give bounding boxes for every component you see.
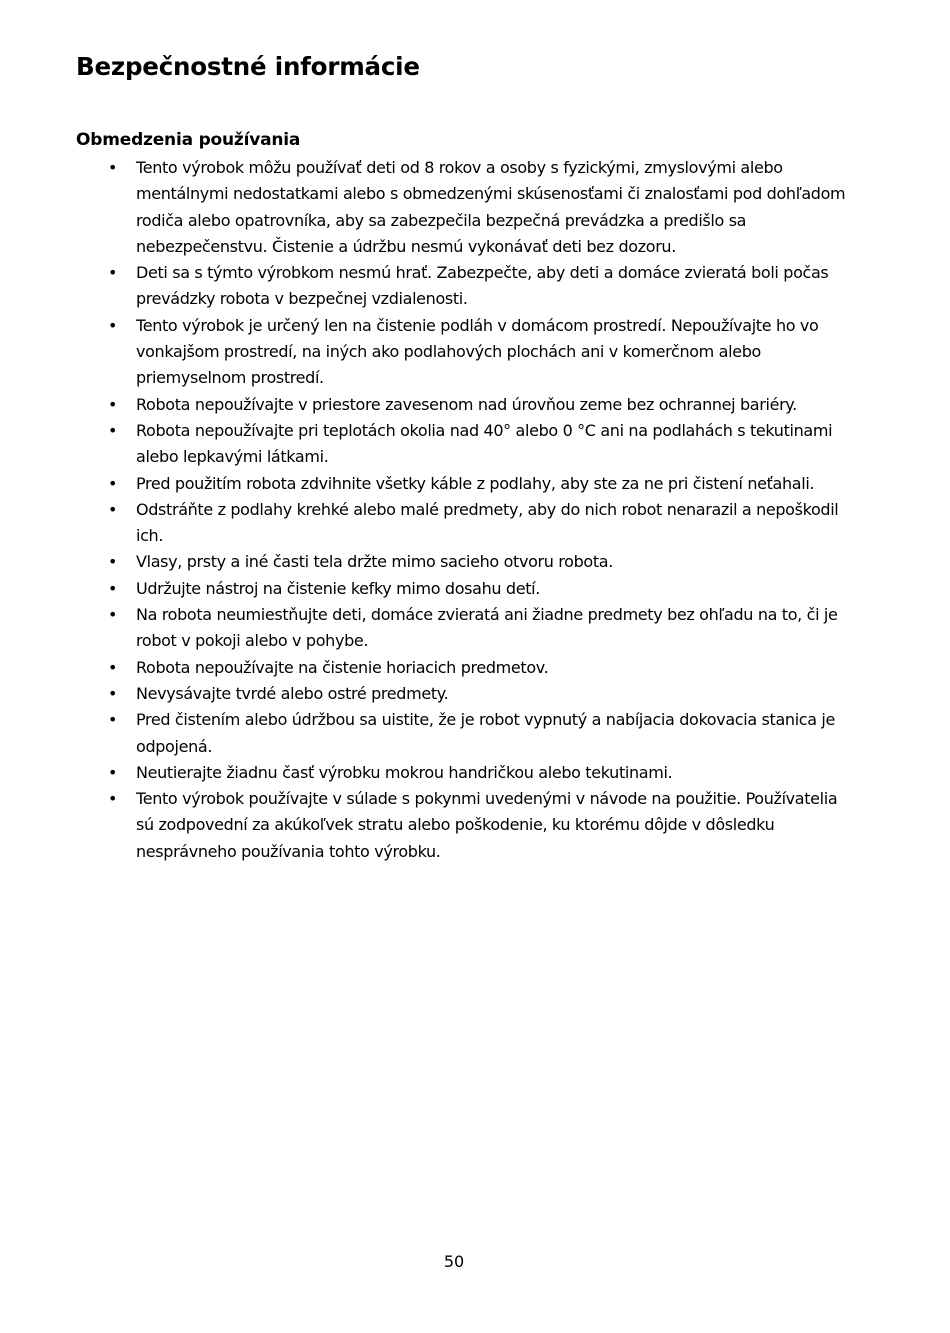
bullet-icon: • (108, 789, 118, 809)
list-item-text: Tento výrobok používajte v súlade s pokynmi uvedenými v návode na použitie. Používatelia sú zodpovední za akúkoľvek stratu alebo poškodenie, ku ktorému dôjde v dôsledku nesprávneho používania tohto výrobku. (136, 789, 838, 861)
bullet-icon: • (108, 315, 118, 335)
list-item-text: Deti sa s týmto výrobkom nesmú hrať. Zabezpečte, aby deti a domáce zvieratá boli počas prevádzky robota v bezpečnej vzdialenosti. (136, 263, 829, 309)
list-item (106, 497, 846, 550)
list-item (106, 418, 846, 471)
list-item-text: Robota nepoužívajte pri teplotách okolia nad 40° alebo 0 °C ani na podlahách s tekutinami alebo lepkavými látkami. (136, 420, 833, 467)
bullet-icon: • (108, 683, 118, 703)
list-item-text: Vlasy, prsty a iné časti tela držte mimo sacieho otvoru robota. (136, 552, 613, 572)
list-item (106, 681, 846, 707)
list-item-text: Tento výrobok môžu používať deti od 8 rokov a osoby s fyzickými, zmyslovými alebo mentálnymi nedostatkami alebo s obmedzenými skúsenosťami či znalosťami pod dohľadom rodiča alebo opatrovníka, aby sa zabezpečila bezpečná prevádzka a predišlo sa nebezpečenstvu. Čistenie a údržbu nesmú vykonávať deti bez dozoru. (136, 158, 846, 256)
list-item (106, 392, 846, 418)
section-title: Obmedzenia používania (76, 130, 301, 150)
list-item (106, 549, 846, 575)
list-item-text: Tento výrobok je určený len na čistenie podláh v domácom prostredí. Nepoužívajte ho vo vonkajšom prostredí, na iných ako podlahových plochách ani v komerčnom alebo priemyselnom prostredí. (136, 315, 819, 388)
bullet-icon: • (108, 263, 118, 283)
list-item-text: Pred čistením alebo údržbou sa uistite, že je robot vypnutý a nabíjacia dokovacia stanica je odpojená. (136, 710, 836, 756)
list-item (106, 576, 846, 602)
list-item (106, 786, 846, 865)
list-item (106, 655, 846, 681)
page-title: Bezpečnostné informácie (76, 52, 420, 81)
list-item-text: Neutierajte žiadnu časť výrobku mokrou handričkou alebo tekutinami. (136, 762, 673, 782)
bullet-icon: • (108, 605, 118, 625)
list-item (106, 155, 846, 260)
bullet-icon: • (108, 499, 118, 519)
bullet-icon: • (108, 473, 118, 493)
bullet-icon: • (108, 158, 118, 177)
bullet-icon: • (108, 394, 118, 414)
list-item (106, 471, 846, 497)
list-item-text: Nevysávajte tvrdé alebo ostré predmety. (136, 683, 449, 703)
bullet-icon: • (108, 578, 118, 598)
list-item-text: Udržujte nástroj na čistenie kefky mimo dosahu detí. (136, 578, 540, 598)
list-item (106, 260, 846, 313)
list-item-text: Na robota neumiestňujte deti, domáce zvieratá ani žiadne predmety bez ohľadu na to, či je robot v pokoji alebo v pohybe. (136, 605, 838, 651)
list-item-text: Pred použitím robota zdvihnite všetky káble z podlahy, aby ste za ne pri čistení neťahali. (136, 473, 815, 493)
list-item (106, 313, 846, 392)
bullet-icon: • (108, 657, 118, 677)
page-number: 50 (443, 1252, 465, 1271)
list-item-text: Robota nepoužívajte v priestore zavesenom nad úrovňou zeme bez ochrannej bariéry. (136, 394, 797, 414)
list-item-text: Odstráňte z podlahy krehké alebo malé predmety, aby do nich robot nenarazil a nepoškodil ich. (136, 499, 839, 546)
list-item (106, 760, 846, 786)
bullet-icon: • (108, 762, 118, 782)
list-item-text: Robota nepoužívajte na čistenie horiacich predmetov. (136, 657, 549, 677)
bullet-icon: • (108, 552, 118, 572)
usage-restrictions-list (106, 155, 846, 865)
bullet-icon: • (108, 710, 118, 730)
list-item (106, 602, 846, 655)
bullet-icon: • (108, 420, 118, 440)
list-item (106, 707, 846, 760)
